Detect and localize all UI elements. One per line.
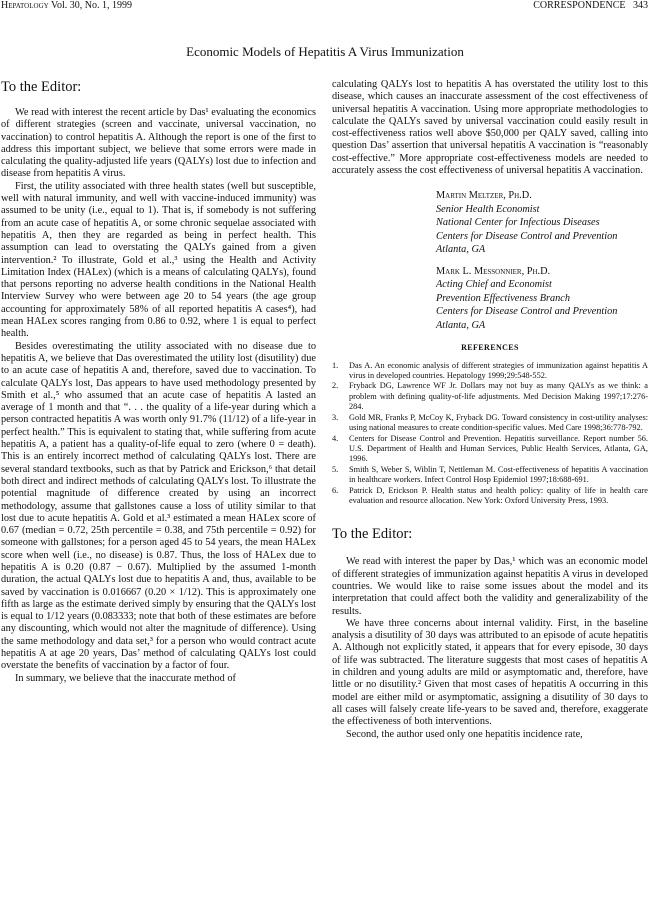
reference-number: 5. bbox=[332, 464, 339, 474]
reference-text: Smith S, Weber S, Wiblin T, Nettleman M. Cost-effectiveness of hepatitis A vaccination in healthcare workers. Infect Control Hosp Epidemiol 1997;18:688-691. bbox=[349, 464, 648, 485]
author-affiliation: Centers for Disease Control and Prevention bbox=[436, 230, 618, 242]
author-block bbox=[436, 189, 648, 257]
reference-item bbox=[332, 465, 648, 486]
journal-name: Hepatology bbox=[1, 0, 49, 11]
reference-number: 1. bbox=[332, 360, 339, 370]
page-number: 343 bbox=[633, 0, 648, 11]
author-name: Martin Meltzer, Ph.D. bbox=[436, 190, 532, 202]
letter1-salutation: To the Editor: bbox=[1, 79, 82, 95]
letter1-paragraph-continued: calculating QALYs lost to hepatitis A has overstated the utility lost to this disease, which causes an inaccurate assessment of the cost effectiveness of universal hepatitis A vaccination. Using more appropriate methodologies to calculate the QALYs saved by universal vaccination could easily result in cost-effectiveness ratios well above $50,000 per QALY saved, calling into question Das’ assertion that universal hepatitis A vaccination is “reasonably cost-effective.” More appropriate cost-effectiveness models are needed to accurately assess the cost effectiveness of universal hepatitis A vaccination. bbox=[332, 79, 648, 177]
reference-number: 3. bbox=[332, 412, 339, 422]
author-affiliation: Acting Chief and Economist bbox=[436, 279, 552, 291]
author-affiliation: National Center for Infectious Diseases bbox=[436, 217, 600, 229]
reference-number: 4. bbox=[332, 433, 339, 443]
reference-text: Fryback DG, Lawrence WF Jr. Dollars may not buy as many QALYs as we think: a problem with defining quality-of-life adjustments. Med Decision Making 1997;17:276-284. bbox=[349, 381, 648, 412]
running-header bbox=[0, 0, 650, 14]
letter2-paragraph: We read with interest the paper by Das,¹ which was an economic model of different strategies of immunization against hepatitis A virus in developed countries. We would like to raise some issues about the model and its interpretation that could affect both the validity and generalizability of the results. bbox=[332, 556, 648, 617]
journal-volume: Vol. 30, No. 1, 1999 bbox=[51, 0, 132, 11]
author-affiliation: Prevention Effectiveness Branch bbox=[436, 292, 571, 304]
reference-item bbox=[332, 361, 648, 382]
left-column bbox=[1, 79, 316, 685]
section-label: CORRESPONDENCE bbox=[533, 0, 626, 11]
author-block bbox=[436, 265, 648, 333]
letter2-paragraph: We have three concerns about internal validity. First, in the baseline analysis a disutility of 30 days was attributed to an episode of acute hepatitis A. Although not explicitly stated, it appears that for every episode, 30 days of life was subtracted. The literature suggests that most cases of hepatitis A in children and young adults are mild or asymptomatic and, therefore, have little or no disutility.² Given that most cases of hepatitis A occurring in this model are either mild or asymptomatic, assigning a disutility of 30 days to all cases will falsely create life-years to be saved and, therefore, exaggerate the effectiveness of both interventions. bbox=[332, 617, 648, 728]
reference-item bbox=[332, 413, 648, 434]
letter1-paragraph: We read with interest the recent article by Das¹ evaluating the economics of different strategies (screen and vaccinate, universal vaccination, no vaccination) to control hepatitis A. Although the report is one of the first to address this important subject, we believe that some errors were made in calculating the quality-adjusted life years (QALYs) lost due to infection and disease from hepatitis A virus. bbox=[1, 107, 316, 180]
author-name: Mark L. Messonnier, Ph.D. bbox=[436, 265, 551, 277]
letter2-paragraph: Second, the author used only one hepatitis incidence rate, bbox=[346, 728, 583, 740]
author-affiliation: Atlanta, GA bbox=[436, 319, 486, 331]
author-affiliation: Senior Health Economist bbox=[436, 203, 540, 215]
reference-item bbox=[332, 486, 648, 507]
letter1-paragraph: Besides overestimating the utility associated with no disease due to hepatitis A, we believe that Das overestimated the utility lost (disutility) due to an acute case of hepatitis A and, therefore, saved due to vaccination. To calculate QALYs lost, Das appears to have used methodology presented by Smith et al.,⁵ who assumed that an acute case of hepatitis A lasted an average of 1 month and that “. . . the quality of a life-year during which a person contracted hepatitis A was worth only 91.7% (11/12) of a life-year in perfect health.” This is equivalent to stating that, while suffering from acute hepatitis A, a patient has a quality-of-life equal to zero (where 0 = death). This is an entirely incorrect method of calculating QALYs lost. There are several standard textbooks, such as that by Patrick and Erickson,⁶ that detail both direct and indirect methods of calculating QALYs lost. To illustrate the potential magnitude of difference created by using an incorrect methodology, assume that gallstones cause a loss of utility similar to that lost due to acute hepatitis A. Gold et al.³ estimated a mean HALex score of 0.67 (median = 0.72, 25th percentile = 0.38, and 75th percentile = 0.92) for someone with gallstones; for a person aged 45 to 54 years, the mean HALex score when well (i.e., no disease) is 0.87. Thus, the loss of HALex due to hepatitis A is 0.20 (0.87 − 0.67). Multiplied by the assumed 1-month duration, the actual QALYs lost due to hepatitis A and, thus, available to be saved by vaccination is 0.016667 (0.20 × 1/12). This is approximately one fifth as large as the estimate derived simply by ensuring that the QALYs lost is equal to 1/12 years (0.083333; note that both of these estimates are before any discounting, which would not alter the magnitude of difference). Using the same methodology and data set,³ for a person who would contract acute hepatitis A at age 20 years, Das’ method of calculating QALYs lost could overstate the benefits of vaccination by a factor of four. bbox=[1, 340, 316, 672]
reference-text: Das A. An economic analysis of different strategies of immunization against hepatitis A virus in developed countries. Hepatology 1999;29:548-552. bbox=[349, 360, 648, 381]
reference-number: 6. bbox=[332, 485, 339, 495]
author-affiliation: Centers for Disease Control and Prevention bbox=[436, 306, 618, 318]
reference-text: Centers for Disease Control and Prevention. Hepatitis surveillance. Report number 56. U.S. Department of Health and Human Services, Public Health Services, Atlanta, GA, 1996. bbox=[349, 433, 648, 464]
section-page bbox=[533, 0, 648, 11]
author-affiliation: Atlanta, GA bbox=[436, 244, 486, 256]
letter2-salutation: To the Editor: bbox=[332, 526, 413, 543]
reference-text: Patrick D, Erickson P. Health status and health policy: quality of life in health care evaluation and resource allocation. New York: Oxford University Press, 1993. bbox=[349, 485, 648, 505]
reference-item bbox=[332, 434, 648, 465]
reference-list bbox=[332, 361, 648, 507]
letter1-paragraph: First, the utility associated with three health states (well but susceptible, well with natural immunity, and well with vaccine-induced immunity) was assumed to be unity (i.e., equal to 1). That is, if somebody is not suffering from an acute case of hepatitis A, or some chronic sequelae associated with hepatitis A, then they are regarded as being in perfect health. This assumption can lead to overstating the QALYs gained from a given intervention.² To illustrate, Gold et al.,³ using the Health and Activity Limitation Index (HALex) (which is a means of calculating QALYs), found that persons reporting no adverse health conditions in the National Health Interview Survey who were between age 20 to 54 years (the age group accounting for approximately 58% of all reported hepatitis A cases⁴), had mean HALex scores ranging from 0.86 to 0.92, where 1 is equal to perfect health. bbox=[1, 180, 316, 340]
letter1-paragraph: In summary, we believe that the inaccurate method of bbox=[15, 672, 236, 684]
references-heading: REFERENCES bbox=[461, 343, 519, 353]
journal-citation bbox=[1, 0, 132, 11]
reference-item bbox=[332, 381, 648, 412]
reference-text: Gold MR, Franks P, McCoy K, Fryback DG. Toward consistency in cost-utility analyses: using national measures to create condition-specific values. Med Care 1998;36:778-792. bbox=[349, 412, 648, 433]
right-column bbox=[332, 79, 648, 741]
reference-number: 2. bbox=[332, 381, 339, 391]
article-title: Economic Models of Hepatitis A Virus Immunization bbox=[186, 44, 464, 59]
